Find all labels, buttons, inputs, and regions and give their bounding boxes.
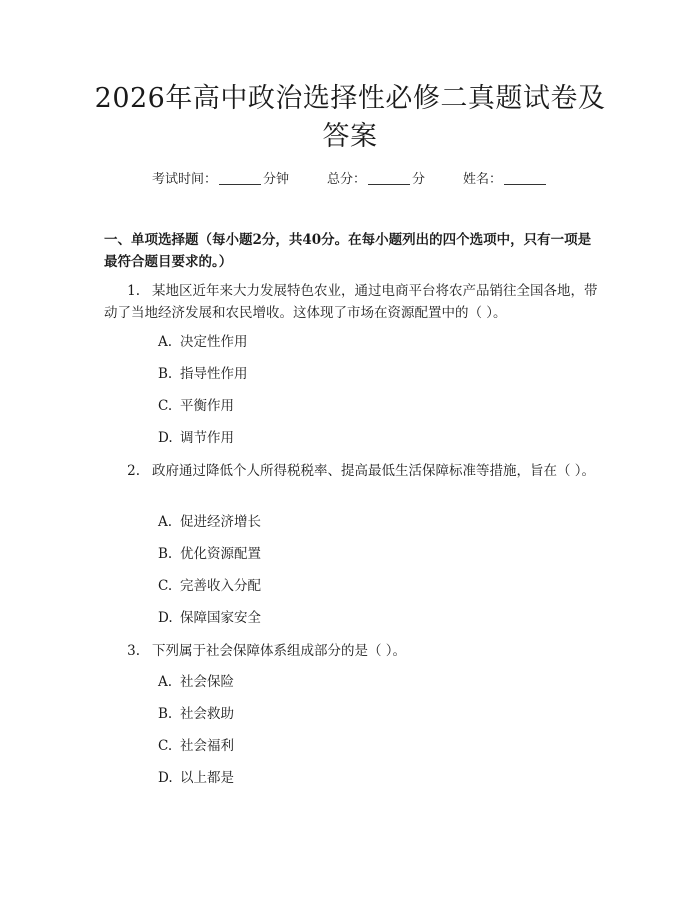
option-text: 调节作用 [180,430,234,446]
section-heading: 一、单项选择题（每小题2分，共40分。在每小题列出的四个选项中，只有一项是最符合题目要求的。） [104,232,592,270]
option-letter: D. [158,610,173,626]
question-number: 1. [127,283,140,299]
option-2a [158,512,261,532]
time-label: 考试时间： [151,172,217,187]
score-label: 总分： [326,172,366,187]
option-letter: B. [158,546,173,562]
question-1 [104,280,600,324]
name-label: 姓名： [463,172,503,187]
option-text: 完善收入分配 [180,578,261,594]
question-text: 某地区近年来大力发展特色农业，通过电商平台将农产品销往全国各地，带动了当地经济发展和农民增收。这体现了市场在资源配置中的（ ）。 [104,283,598,321]
option-1a [158,332,248,352]
option-letter: C. [158,578,173,594]
option-letter: A. [158,334,173,350]
student-name [463,168,548,187]
time-unit: 分钟 [262,172,289,187]
name-blank [504,172,546,185]
time-blank [219,172,261,185]
question-text: 政府通过降低个人所得税税率、提高最低生活保障标准等措施，旨在（ ）。 [152,463,596,479]
question-2 [104,460,600,482]
option-letter: C. [158,398,173,414]
score-blank [368,172,410,185]
option-letter: D. [158,770,173,786]
question-number: 2. [127,463,140,479]
option-text: 平衡作用 [180,398,234,414]
option-text: 优化资源配置 [180,546,261,562]
option-3b [158,704,234,724]
option-text: 保障国家安全 [180,610,261,626]
score-unit: 分 [412,172,426,187]
option-text: 指导性作用 [180,366,248,382]
option-1b [158,364,248,384]
total-score [327,168,425,187]
option-letter: D. [158,430,173,446]
exam-meta [0,168,700,187]
option-text: 社会福利 [180,738,234,754]
option-2c [158,576,261,596]
option-text: 促进经济增长 [180,514,261,530]
option-letter: A. [158,514,173,530]
exam-time [152,168,289,187]
option-1c [158,396,234,416]
option-letter: B. [158,366,173,382]
option-letter: C. [158,738,173,754]
option-3a [158,672,234,692]
option-text: 决定性作用 [180,334,248,350]
option-3d [158,768,234,788]
option-text: 社会保险 [180,674,234,690]
page-title: 2026年高中政治选择性必修二真题试卷及答案 [94,83,606,152]
option-2d [158,608,261,628]
question-number: 3. [127,643,140,659]
option-text: 以上都是 [180,770,234,786]
option-2b [158,544,261,564]
option-letter: B. [158,706,173,722]
option-1d [158,428,234,448]
question-3 [104,640,600,662]
option-text: 社会救助 [180,706,234,722]
option-3c [158,736,234,756]
option-letter: A. [158,674,173,690]
question-text: 下列属于社会保障体系组成部分的是（ ）。 [152,643,407,659]
